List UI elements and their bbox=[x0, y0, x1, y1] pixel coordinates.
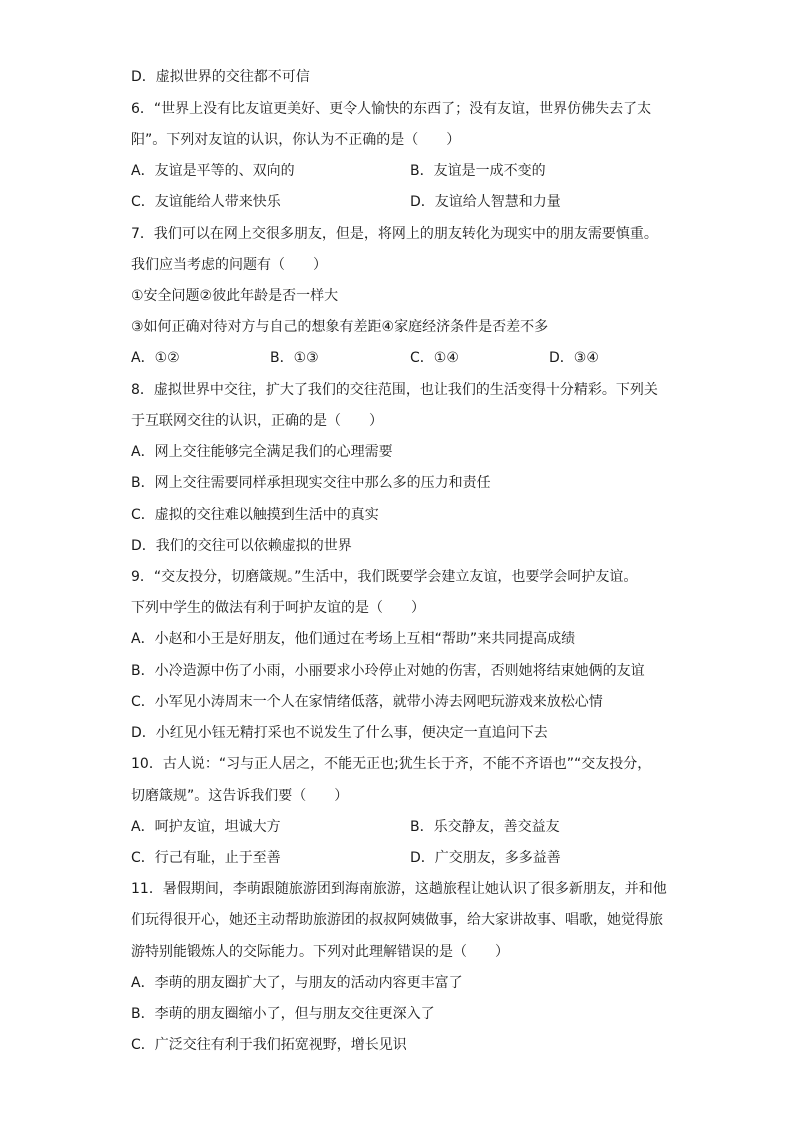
q10-option-a: A．呵护友谊，坦诚大方 bbox=[131, 819, 281, 835]
q10-option-b: B．乐交静友，善交益友 bbox=[410, 819, 560, 835]
q6-stem-line-2: 阳”。下列对友谊的认识，你认为不正确的是（ ） bbox=[131, 132, 461, 148]
q10-option-c: C．行己有耻，止于至善 bbox=[131, 850, 281, 866]
q7-option-a: A．①② bbox=[131, 350, 180, 366]
q11-stem-line-1: 11．暑假期间，李萌跟随旅游团到海南旅游，这趟旅程让她认识了很多新朋友，并和他 bbox=[131, 881, 667, 897]
q9-stem-line-1: 9．“交友投分，切磨箴规。”生活中，我们既要学会建立友谊，也要学会呵护友谊。 bbox=[131, 569, 638, 585]
q11-option-c: C．广泛交往有利于我们拓宽视野，增长见识 bbox=[131, 1037, 407, 1053]
q9-option-a: A．小赵和小王是好朋友，他们通过在考场上互相“帮助”来共同提高成绩 bbox=[131, 631, 576, 647]
q11-option-b: B．李萌的朋友圈缩小了，但与朋友交往更深入了 bbox=[131, 1006, 435, 1022]
q6-stem-line-1: 6．“世界上没有比友谊更美好、更令人愉快的东西了；没有友谊，世界仿佛失去了太 bbox=[131, 101, 652, 117]
q9-option-d: D．小红见小钰无精打采也不说发生了什么事，便决定一直追问下去 bbox=[131, 725, 548, 741]
q6-option-b: B．友谊是一成不变的 bbox=[410, 163, 546, 179]
q9-option-c: C．小军见小涛周末一个人在家情绪低落，就带小涛去网吧玩游戏来放松心情 bbox=[131, 694, 603, 710]
q8-stem-line-1: 8．虚拟世界中交往，扩大了我们的交往范围，也让我们的生活变得十分精彩。下列关 bbox=[131, 382, 658, 398]
q8-option-d: D．我们的交往可以依赖虚拟的世界 bbox=[131, 538, 352, 554]
q8-option-a: A．网上交往能够完全满足我们的心理需要 bbox=[131, 444, 393, 460]
q11-option-a: A．李萌的朋友圈扩大了，与朋友的活动内容更丰富了 bbox=[131, 975, 463, 991]
q10-stem-line-2: 切磨箴规”。这告诉我们要（ ） bbox=[131, 788, 349, 804]
q5-option-d: D．虚拟世界的交往都不可信 bbox=[131, 69, 310, 85]
q11-stem-line-3: 游特别能锻炼人的交际能力。下列对此理解错误的是（ ） bbox=[131, 944, 509, 960]
q6-option-a: A．友谊是平等的、双向的 bbox=[131, 163, 295, 179]
q8-option-c: C．虚拟的交往难以触摸到生活中的真实 bbox=[131, 507, 379, 523]
q7-statement-line-2: ③如何正确对待对方与自己的想象有差距④家庭经济条件是否差不多 bbox=[131, 319, 549, 335]
q7-option-d: D．③④ bbox=[549, 350, 599, 366]
q7-option-c: C．①④ bbox=[410, 350, 459, 366]
q11-stem-line-2: 们玩得很开心，她还主动帮助旅游团的叔叔阿姨做事，给大家讲故事、唱歌，她觉得旅 bbox=[131, 912, 663, 928]
q9-stem-line-2: 下列中学生的做法有利于呵护友谊的是（ ） bbox=[131, 600, 425, 616]
q6-option-c: C．友谊能给人带来快乐 bbox=[131, 194, 281, 210]
q9-option-b: B．小冷造源中伤了小雨，小丽要求小玲停止对她的伤害，否则她将结束她俩的友谊 bbox=[131, 663, 645, 679]
q8-option-b: B．网上交往需要同样承担现实交往中那么多的压力和责任 bbox=[131, 475, 491, 491]
q10-option-d: D．广交朋友，多多益善 bbox=[410, 850, 561, 866]
q8-stem-line-2: 于互联网交往的认识，正确的是（ ） bbox=[131, 413, 383, 429]
q7-option-b: B．①③ bbox=[270, 350, 319, 366]
q7-statement-line-1: ①安全问题②彼此年龄是否一样大 bbox=[131, 288, 339, 304]
q10-stem-line-1: 10．古人说：“习与正人居之，不能无正也;犹生长于齐，不能不齐语也”“交友投分， bbox=[131, 756, 652, 772]
q7-stem-line-1: 7．我们可以在网上交很多朋友，但是，将网上的朋友转化为现实中的朋友需要慎重。 bbox=[131, 226, 658, 242]
q6-option-d: D．友谊给人智慧和力量 bbox=[410, 194, 561, 210]
q7-stem-line-2: 我们应当考虑的问题有（ ） bbox=[131, 257, 327, 273]
